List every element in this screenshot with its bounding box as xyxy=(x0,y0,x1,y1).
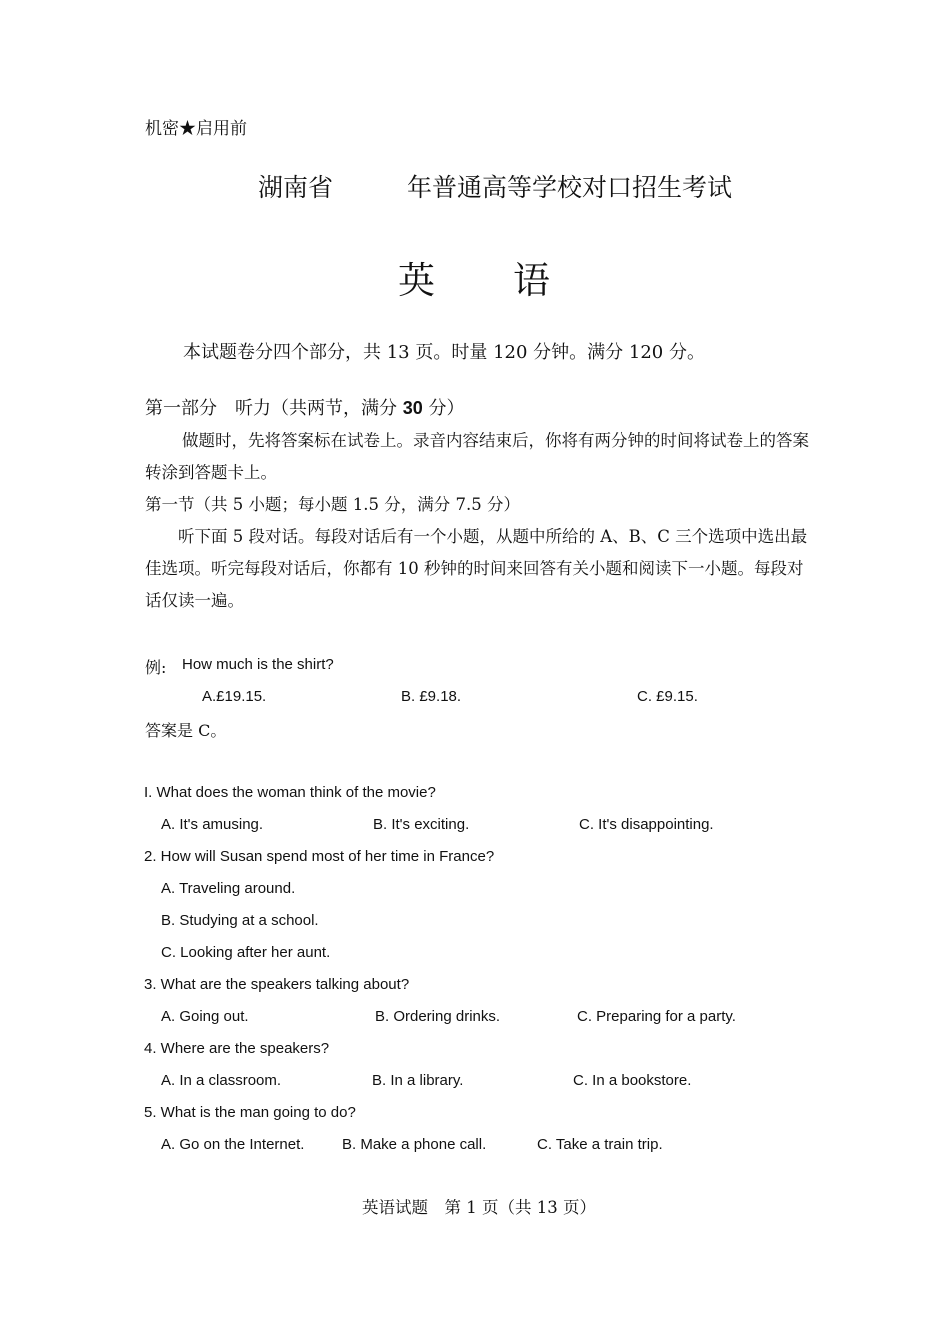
confidential-label: 机密★启用前 xyxy=(145,119,247,139)
question-option: B. Make a phone call. xyxy=(342,1136,487,1153)
example-question: How much is the shirt? xyxy=(182,656,334,673)
example-option-a: A.£19.15. xyxy=(202,688,267,705)
exam-intro: 本试题卷分四个部分，共 13 页。时量 120 分钟。满分 120 分。 xyxy=(183,342,705,363)
title-exam: 年普通高等学校对口招生考试 xyxy=(407,173,733,202)
question-option: A. In a classroom. xyxy=(161,1072,282,1089)
question-option: C. Preparing for a party. xyxy=(577,1008,736,1025)
part1-heading-prefix: 第一部分 听力（共两节，满分 xyxy=(145,398,403,419)
part1-instruction: 做题时，先将答案标在试卷上。录音内容结束后，你将有两分钟的时间将试卷上的答案转涂到答题卡上。 xyxy=(145,431,809,482)
question-option: A. Go on the Internet. xyxy=(161,1136,305,1153)
part1-heading xyxy=(145,394,465,420)
part1-heading-suffix: 分） xyxy=(422,398,465,419)
question-option: C. In a bookstore. xyxy=(573,1072,692,1089)
example-option-b: B. £9.18. xyxy=(401,688,462,705)
question-stem: 3. What are the speakers talking about? xyxy=(144,976,410,993)
subject-char-1: 英 xyxy=(398,259,435,302)
section1-heading: 第一节（共 5 小题；每小题 1.5 分，满分 7.5 分） xyxy=(145,495,520,514)
exam-title xyxy=(258,168,732,204)
page-footer: 英语试题 第 1 页（共 13 页） xyxy=(362,1198,596,1217)
question-option: B. In a library. xyxy=(372,1072,464,1089)
question-option: A. Traveling around. xyxy=(161,880,296,897)
question-stem: 2. How will Susan spend most of her time in France? xyxy=(144,848,495,865)
question-stem: 5. What is the man going to do? xyxy=(144,1104,356,1121)
question-option: C. Looking after her aunt. xyxy=(161,944,331,961)
title-province: 湖南省 xyxy=(258,173,334,202)
question-option: B. Studying at a school. xyxy=(161,912,319,929)
example-label: 例: xyxy=(145,658,167,677)
question-stem: 4. Where are the speakers? xyxy=(144,1040,330,1057)
question-option: A. Going out. xyxy=(161,1008,249,1025)
part1-score: 30 xyxy=(402,398,423,418)
subject-char-2: 语 xyxy=(513,259,550,302)
question-option: B. Ordering drinks. xyxy=(375,1008,501,1025)
question-option: C. It's disappointing. xyxy=(579,816,714,833)
question-stem: I. What does the woman think of the movie? xyxy=(144,784,436,801)
question-option: A. It's amusing. xyxy=(161,816,264,833)
question-option: B. It's exciting. xyxy=(373,816,470,833)
example-answer: 答案是 C。 xyxy=(145,721,227,740)
question-option: C. Take a train trip. xyxy=(537,1136,663,1153)
example-option-c: C. £9.15. xyxy=(637,688,698,705)
subject-title xyxy=(398,250,550,304)
section1-instruction: 听下面 5 段对话。每段对话后有一个小题，从题中所给的 A、B、C 三个选项中选出最佳选项。听完每段对话后，你都有 10 秒钟的时间来回答有关小题和阅读下一小题。每段对话仅读一遍。 xyxy=(145,527,808,610)
